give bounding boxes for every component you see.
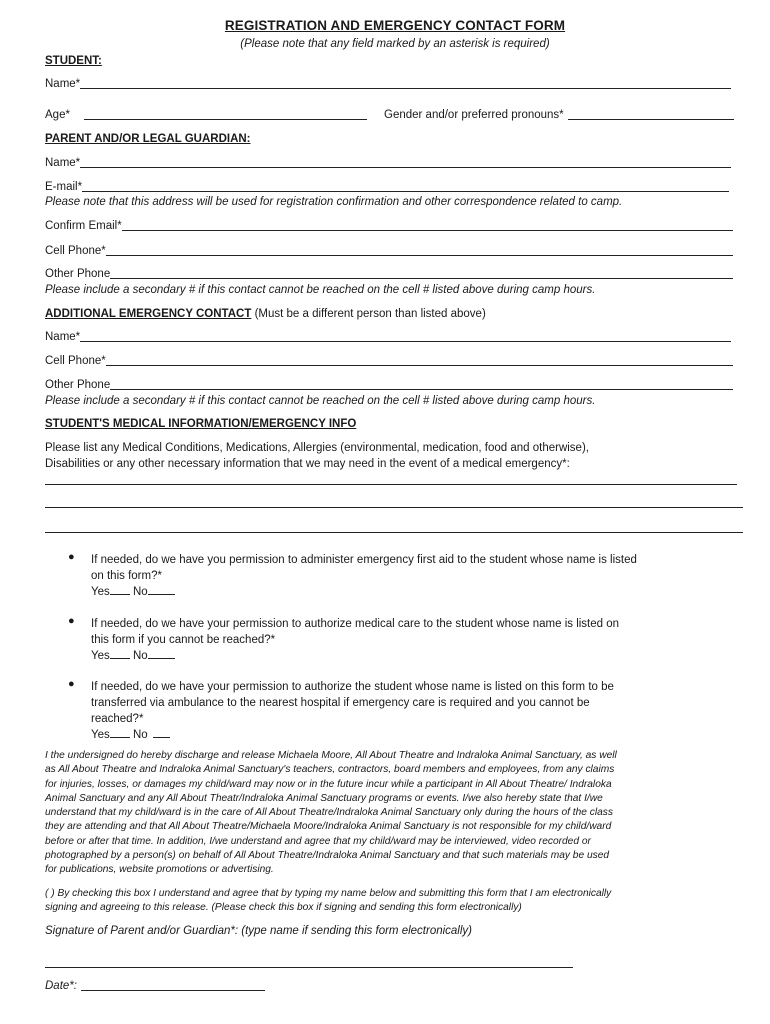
emergency-heading: ADDITIONAL EMERGENCY CONTACT (45, 308, 252, 320)
student-heading: STUDENT: (45, 55, 102, 67)
release-line: they are attending and that All About Theatre/Michaela Moore/Indraloka Animal Sanctuary is not responsible for my child/ward (45, 821, 612, 833)
yes-label: Yes (91, 586, 110, 598)
student-name-label: Name* (45, 78, 81, 90)
student-age-field[interactable] (45, 109, 367, 121)
signature-line[interactable] (45, 967, 573, 968)
question-line: transferred via ambulance to the nearest hospital if emergency care is required and you cannot be (91, 697, 590, 709)
release-line: before or after that time. In addition, I/we understand and agree that my child/ward may be interviewed, video recorded or (45, 835, 591, 847)
medical-answer-line-1[interactable] (45, 484, 737, 485)
question-line: reached?* (91, 713, 144, 725)
guardian-heading: PARENT AND/OR LEGAL GUARDIAN: (45, 133, 251, 145)
guardian-other-phone-label: Other Phone (45, 268, 111, 280)
emergency-other-phone-line[interactable] (110, 379, 733, 390)
student-age-line[interactable] (84, 109, 367, 120)
yes-label: Yes (91, 650, 110, 662)
date-field[interactable] (45, 980, 265, 992)
yes-blank[interactable] (110, 728, 130, 738)
medical-question-first-aid (68, 551, 751, 600)
emergency-name-label: Name* (45, 331, 81, 343)
question-line: If needed, do we have your permission to authorize the student whose name is listed on this form to be (91, 681, 614, 693)
emergency-heading-note: (Must be a different person than listed above) (251, 308, 486, 320)
yes-no-row (91, 727, 751, 743)
emergency-cell-line[interactable] (106, 355, 733, 366)
release-line: Animal Sanctuary and any All About Theatr/Indraloka Animal Sanctuary programs or events. I/we also hereby state that I/we (45, 792, 603, 804)
guardian-other-phone-line[interactable] (110, 268, 733, 279)
guardian-confirm-email-field[interactable] (45, 220, 733, 232)
electronic-consent[interactable] (45, 887, 757, 916)
bullet-icon: ● (68, 678, 75, 690)
no-label: No (132, 650, 148, 662)
yes-label: Yes (91, 729, 110, 741)
no-blank[interactable] (148, 585, 175, 595)
electronic-consent-checkbox-line[interactable]: ( ) By checking this box I understand and agree that by typing my name below and submitting this form that I am electronically (45, 888, 612, 899)
no-blank[interactable] (153, 728, 170, 738)
question-line: If needed, do we have your permission to authorize medical care to the student whose name is listed on (91, 618, 620, 630)
emergency-other-phone-field[interactable] (45, 379, 733, 391)
medical-question-ambulance (68, 678, 751, 743)
release-paragraph (45, 749, 757, 878)
form-title: REGISTRATION AND EMERGENCY CONTACT FORM (224, 18, 566, 33)
date-line[interactable] (81, 980, 265, 991)
yes-blank[interactable] (110, 585, 130, 595)
student-gender-label: Gender and/or preferred pronouns* (384, 109, 564, 121)
guardian-email-line[interactable] (82, 181, 729, 192)
emergency-name-line[interactable] (80, 331, 731, 342)
guardian-confirm-email-label: Confirm Email* (45, 220, 122, 232)
emergency-phone-note: Please include a secondary # if this contact cannot be reached on the cell # listed above during camp hours. (45, 395, 596, 407)
medical-heading: STUDENT'S MEDICAL INFORMATION/EMERGENCY INFO (45, 418, 357, 430)
guardian-other-phone-field[interactable] (45, 268, 733, 280)
yes-no-row (91, 648, 751, 664)
student-name-line[interactable] (80, 78, 731, 89)
guardian-cell-line[interactable] (106, 245, 733, 256)
bullet-icon: ● (68, 551, 75, 563)
no-label: No (132, 586, 148, 598)
medical-prompt-line-2: Disabilities or any other necessary information that we may need in the event of a medical emergency*: (45, 458, 570, 470)
medical-answer-line-2[interactable] (45, 507, 743, 508)
date-label: Date*: (45, 980, 77, 992)
medical-prompt-line-1: Please list any Medical Conditions, Medications, Allergies (environmental, medication, food and otherwise), (45, 442, 589, 454)
signature-label: Signature of Parent and/or Guardian*: (type name if sending this form electronically) (45, 925, 472, 937)
emergency-heading-row (45, 308, 486, 320)
question-line: If needed, do we have you permission to administer emergency first aid to the student whose name is listed (91, 554, 637, 566)
yes-no-row (91, 584, 751, 600)
no-label: No (132, 729, 148, 741)
release-line: photographed by a person(s) on behalf of All About Theatre/Indraloka Animal Sanctuary and that such materials may be used (45, 850, 610, 862)
guardian-cell-field[interactable] (45, 245, 733, 257)
release-line: as All About Theatre and Indraloka Animal Sanctuary's teachers, contractors, board members and employees, from any claims (45, 764, 615, 776)
emergency-cell-field[interactable] (45, 355, 733, 367)
release-line: for injuries, losses, or damages my child/ward may now or in the future incur while a participant in All About Theatre/ Indraloka (45, 778, 612, 790)
release-line: understand that my child/ward is in the care of All About Theatre/Indraloka Animal Sanctuary only during the hours of the class (45, 807, 613, 819)
student-age-label: Age* (45, 109, 70, 121)
medical-question-medical-care (68, 615, 751, 664)
question-line: on this form?* (91, 570, 162, 582)
no-blank[interactable] (148, 649, 175, 659)
guardian-cell-label: Cell Phone* (45, 245, 106, 257)
student-gender-field[interactable] (384, 109, 734, 121)
guardian-phone-note: Please include a secondary # if this contact cannot be reached on the cell # listed above during camp hours. (45, 284, 596, 296)
bullet-icon: ● (68, 615, 75, 627)
emergency-other-phone-label: Other Phone (45, 379, 111, 391)
guardian-name-field[interactable] (45, 157, 731, 169)
guardian-confirm-email-line[interactable] (122, 220, 733, 231)
electronic-consent-line: signing and agreeing to this release. (Please check this box if signing and sending this form electronically) (45, 902, 522, 914)
emergency-name-field[interactable] (45, 331, 731, 343)
medical-answer-line-3[interactable] (45, 532, 743, 533)
yes-blank[interactable] (110, 649, 130, 659)
guardian-name-label: Name* (45, 157, 81, 169)
form-subtitle: (Please note that any field marked by an asterisk is required) (240, 38, 550, 50)
guardian-email-note: Please note that this address will be used for registration confirmation and other correspondence related to camp. (45, 196, 623, 208)
student-name-field[interactable] (45, 78, 731, 90)
guardian-name-line[interactable] (80, 157, 731, 168)
question-line: this form if you cannot be reached?* (91, 634, 276, 646)
release-line: for publications, website promotions or advertising. (45, 864, 274, 876)
emergency-cell-label: Cell Phone* (45, 355, 106, 367)
guardian-email-field[interactable] (45, 181, 729, 193)
release-line: I the undersigned do hereby discharge and release Michaela Moore, All About Theatre and Indraloka Animal Sanctuary, as well (45, 750, 617, 761)
guardian-email-label: E-mail* (45, 181, 83, 193)
student-gender-line[interactable] (568, 109, 734, 120)
